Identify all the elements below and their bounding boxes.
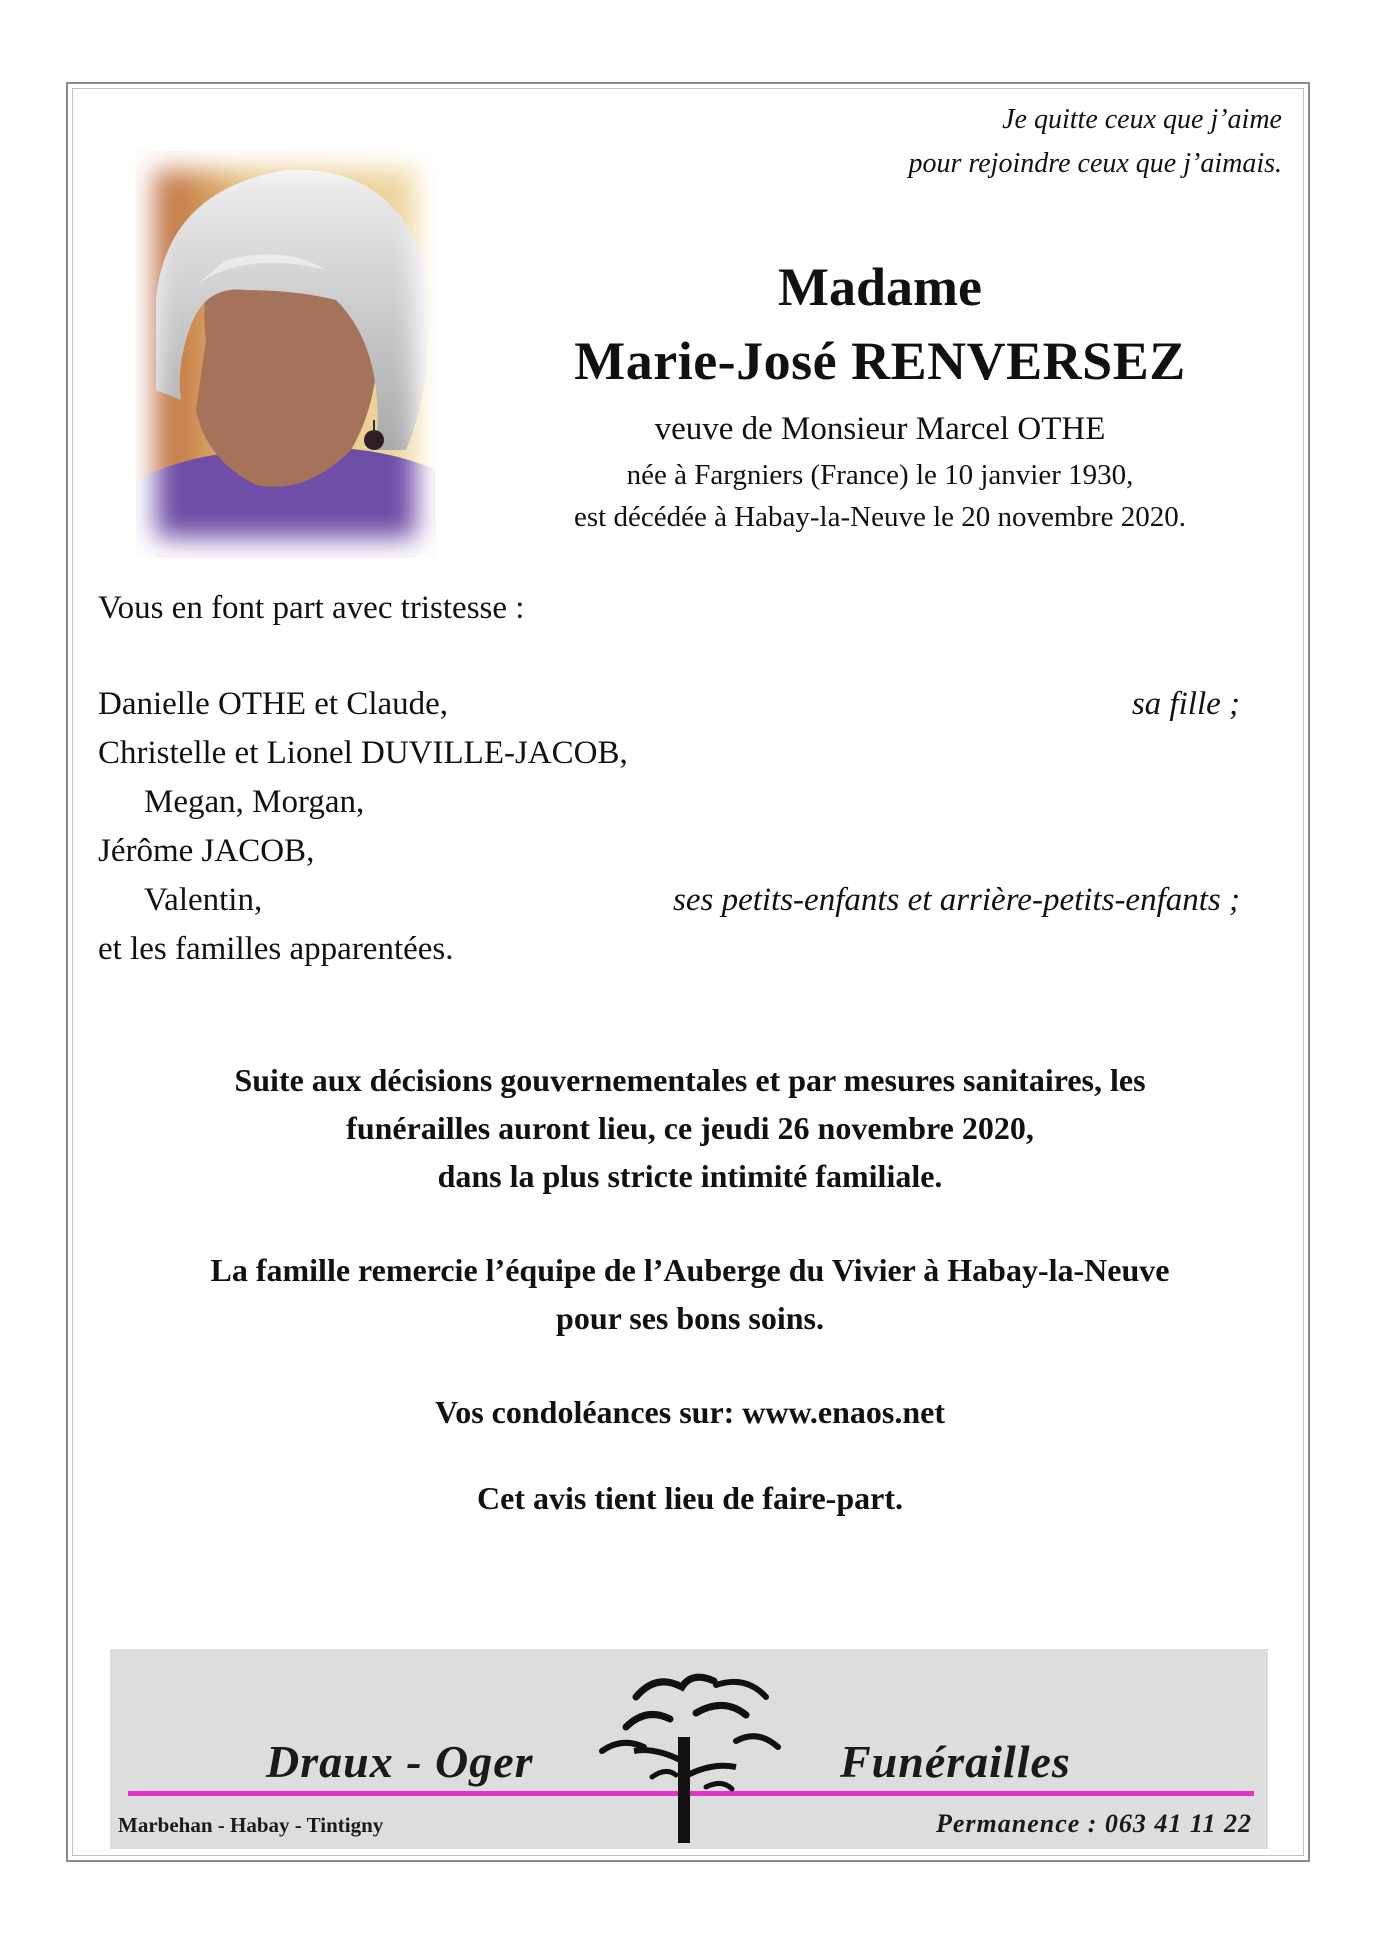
- epigraph-line-2: pour rejoindre ceux que j’aimais.: [908, 148, 1282, 179]
- condolences-line: Vos condoléances sur: www.enaos.net: [435, 1394, 945, 1430]
- funeral-line-3: dans la plus stricte intimité familiale.: [437, 1158, 943, 1194]
- phone-number: Permanence : 063 41 11 22: [935, 1809, 1252, 1838]
- widow-of: veuve de Monsieur Marcel OTHE: [654, 411, 1106, 447]
- family-member: Jérôme JACOB,: [98, 833, 315, 869]
- family-row: [98, 827, 1240, 876]
- family-member: Megan, Morgan,: [144, 784, 365, 820]
- thanks-line-2: pour ses bons soins.: [556, 1300, 824, 1336]
- funeral-notice: [100, 1056, 1280, 1200]
- family-row: [98, 925, 1240, 974]
- portrait-illustration: [136, 150, 436, 558]
- family-list: [98, 680, 1240, 974]
- epigraph-line-1: Je quitte ceux que j’aime: [1002, 104, 1282, 135]
- faire-part-line: Cet avis tient lieu de faire-part.: [477, 1480, 903, 1516]
- thanks-line-1: La famille remercie l’équipe de l’Auberge du Vivier à Habay-la-Neuve: [210, 1252, 1170, 1288]
- death-info: est décédée à Habay-la-Neuve le 20 novembre 2020.: [574, 501, 1186, 533]
- family-member: Danielle OTHE et Claude,: [98, 686, 449, 722]
- birth-info: née à Fargniers (France) le 10 janvier 1930,: [626, 459, 1134, 491]
- notices: [100, 1056, 1280, 1568]
- family-row: [98, 729, 1240, 778]
- announcement-intro: Vous en font part avec tristesse :: [98, 590, 525, 626]
- family-member: Valentin,: [144, 882, 263, 918]
- family-member: et les familles apparentées.: [98, 931, 454, 967]
- funeral-home-footer: [110, 1649, 1268, 1849]
- honorific: Madame: [778, 257, 982, 317]
- locations: Marbehan - Habay - Tintigny: [118, 1813, 384, 1837]
- thanks-notice: [100, 1246, 1280, 1342]
- family-relation: sa fille ;: [1131, 686, 1240, 722]
- family-member: Christelle et Lionel DUVILLE-JACOB,: [98, 735, 628, 771]
- family-row: [98, 876, 1240, 925]
- family-relation: ses petits-enfants et arrière-petits-enfants ;: [672, 882, 1240, 918]
- brand-name: Draux - Oger: [266, 1736, 534, 1787]
- funeral-line-2: funérailles auront lieu, ce jeudi 26 novembre 2020,: [346, 1110, 1034, 1146]
- portrait-photo: [136, 150, 436, 558]
- family-row: [98, 778, 1240, 827]
- deceased-name: Marie-José RENVERSEZ: [574, 331, 1186, 391]
- family-row: [98, 680, 1240, 729]
- epigraph: [908, 98, 1282, 186]
- deceased-header: [500, 250, 1260, 538]
- funeral-line-1: Suite aux décisions gouvernementales et par mesures sanitaires, les: [234, 1062, 1146, 1098]
- brand-tagline: Funérailles: [840, 1736, 1071, 1787]
- tree-icon: [596, 1667, 786, 1845]
- accent-rule-right: [736, 1791, 1254, 1796]
